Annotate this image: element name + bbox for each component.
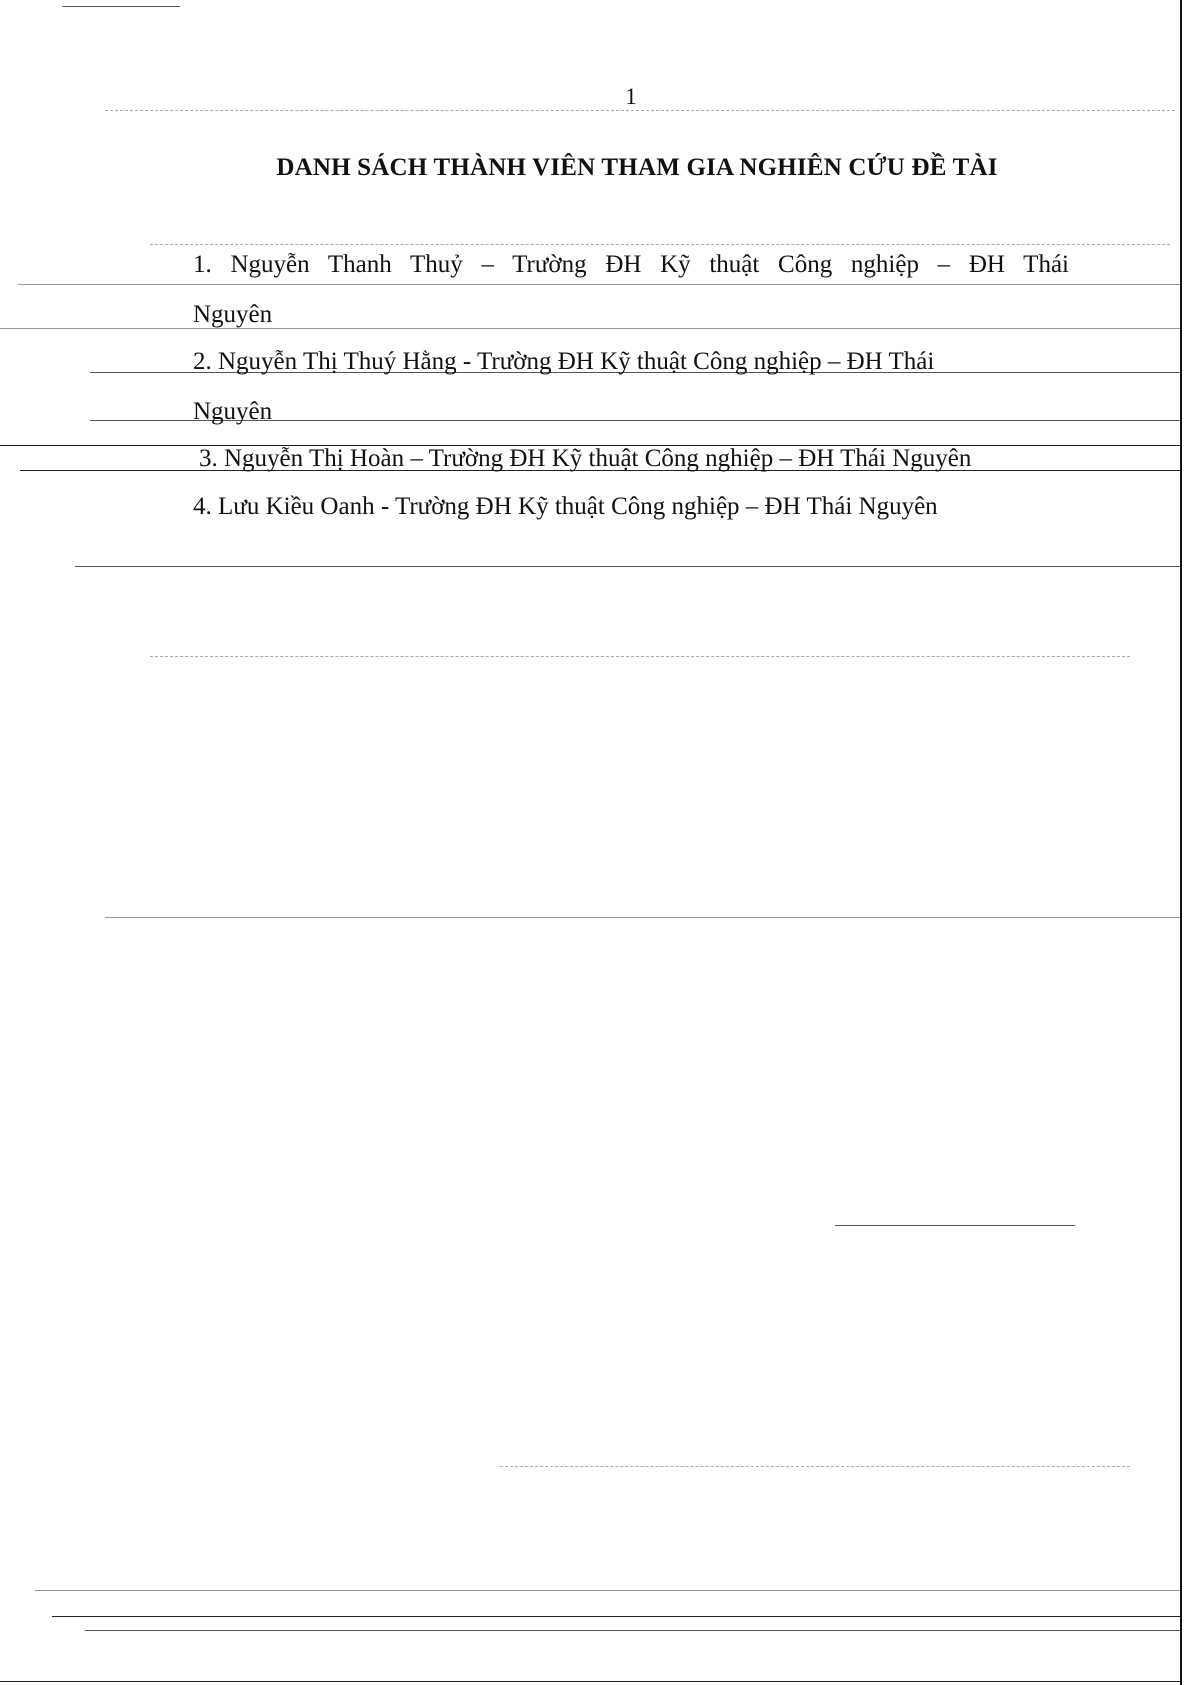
scan-line bbox=[52, 1616, 1180, 1617]
scan-line bbox=[35, 1590, 1180, 1591]
scan-trace bbox=[150, 656, 1130, 657]
scan-trace bbox=[105, 110, 1175, 111]
list-item: 2. Nguyễn Thị Thuý Hằng - Trường ĐH Kỹ thuật Công nghiệp – ĐH Thái bbox=[193, 348, 935, 375]
scan-line bbox=[85, 1630, 1180, 1631]
page-edge bbox=[1180, 0, 1182, 1685]
scan-line bbox=[0, 1681, 1180, 1682]
scan-line bbox=[75, 566, 1180, 567]
page-title: DANH SÁCH THÀNH VIÊN THAM GIA NGHIÊN CỨU ĐỀ TÀI bbox=[276, 154, 998, 181]
page-number: 1 bbox=[625, 84, 637, 109]
scan-line bbox=[835, 1225, 1075, 1226]
list-item: 3. Nguyễn Thị Hoàn – Trường ĐH Kỹ thuật Công nghiệp – ĐH Thái Nguyên bbox=[199, 445, 972, 472]
scan-line bbox=[62, 6, 180, 7]
scan-trace bbox=[150, 244, 1170, 245]
scan-trace bbox=[500, 1466, 1130, 1467]
list-item-continuation: Nguyên bbox=[193, 301, 273, 328]
scan-line bbox=[18, 284, 1180, 285]
scan-line bbox=[0, 328, 1180, 329]
list-item: 4. Lưu Kiều Oanh - Trường ĐH Kỹ thuật Công nghiệp – ĐH Thái Nguyên bbox=[193, 493, 938, 520]
list-item: 1. Nguyễn Thanh Thuỷ – Trường ĐH Kỹ thuật Công nghiệp – ĐH Thái bbox=[193, 251, 1069, 278]
scan-line bbox=[105, 917, 1180, 918]
list-item-continuation: Nguyên bbox=[193, 398, 273, 425]
